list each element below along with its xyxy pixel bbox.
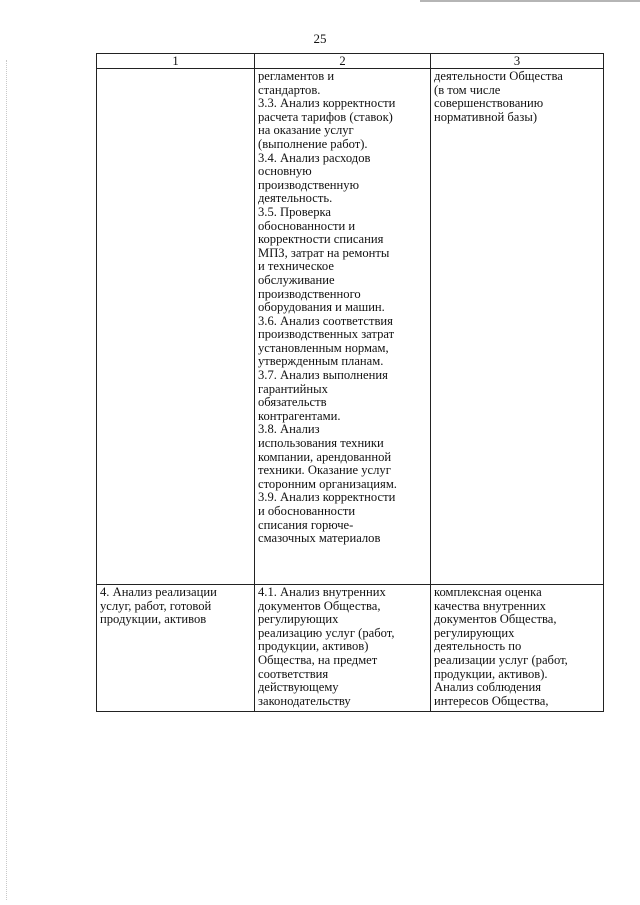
document-table xyxy=(96,53,604,712)
table-cell-col2 xyxy=(255,69,431,585)
cell-text: деятельности Общества (в том числе совершенствованию нормативной базы) xyxy=(434,69,563,124)
table-cell-col2 xyxy=(255,585,431,712)
table-cell-col1 xyxy=(97,585,255,712)
cell-text: 4.1. Анализ внутренних документов Общества, регулирующих реализацию услуг (работ, продукции, активов) Общества, на предмет соответствия действующему законодательству xyxy=(258,585,395,708)
table-cell-col3 xyxy=(431,69,604,585)
scan-edge-left xyxy=(6,60,7,900)
table-row xyxy=(97,585,604,712)
table-cell-col3 xyxy=(431,585,604,712)
cell-text: комплексная оценка качества внутренних документов Общества, регулирующих деятельность по реализации услуг (работ, продукции, активов). Анализ соблюдения интересов Общества, xyxy=(434,585,568,708)
scan-edge-top xyxy=(420,0,640,2)
cell-text xyxy=(100,69,252,70)
table-header-row xyxy=(97,54,604,69)
table-cell-col1 xyxy=(97,69,255,585)
column-header-3: 3 xyxy=(431,54,604,69)
table-row xyxy=(97,69,604,585)
column-header-1: 1 xyxy=(97,54,255,69)
page-number: 25 xyxy=(313,31,327,46)
column-header-2: 2 xyxy=(255,54,431,69)
cell-text: 4. Анализ реализации услуг, работ, готовой продукции, активов xyxy=(100,585,217,627)
cell-text: регламентов и стандартов. 3.3. Анализ корректности расчета тарифов (ставок) на оказание услуг (выполнение работ). 3.4. Анализ расходов основную производственную деятельность. 3.5. Проверка обоснованности и корректности списания МПЗ, затрат на ремонты и техническое обслуживание производственного оборудования и машин. 3.6. Анализ соответствия производственных затрат установленным нормам, утвержденным планам. 3.7. Анализ выполнения гарантийных обязательств контрагентами. 3.8. Анализ использования техники компании, арендованной техники. Оказание услуг сторонним организациям. 3.9. Анализ корректности и обоснованности списания горюче- смазочных материалов xyxy=(258,69,397,546)
